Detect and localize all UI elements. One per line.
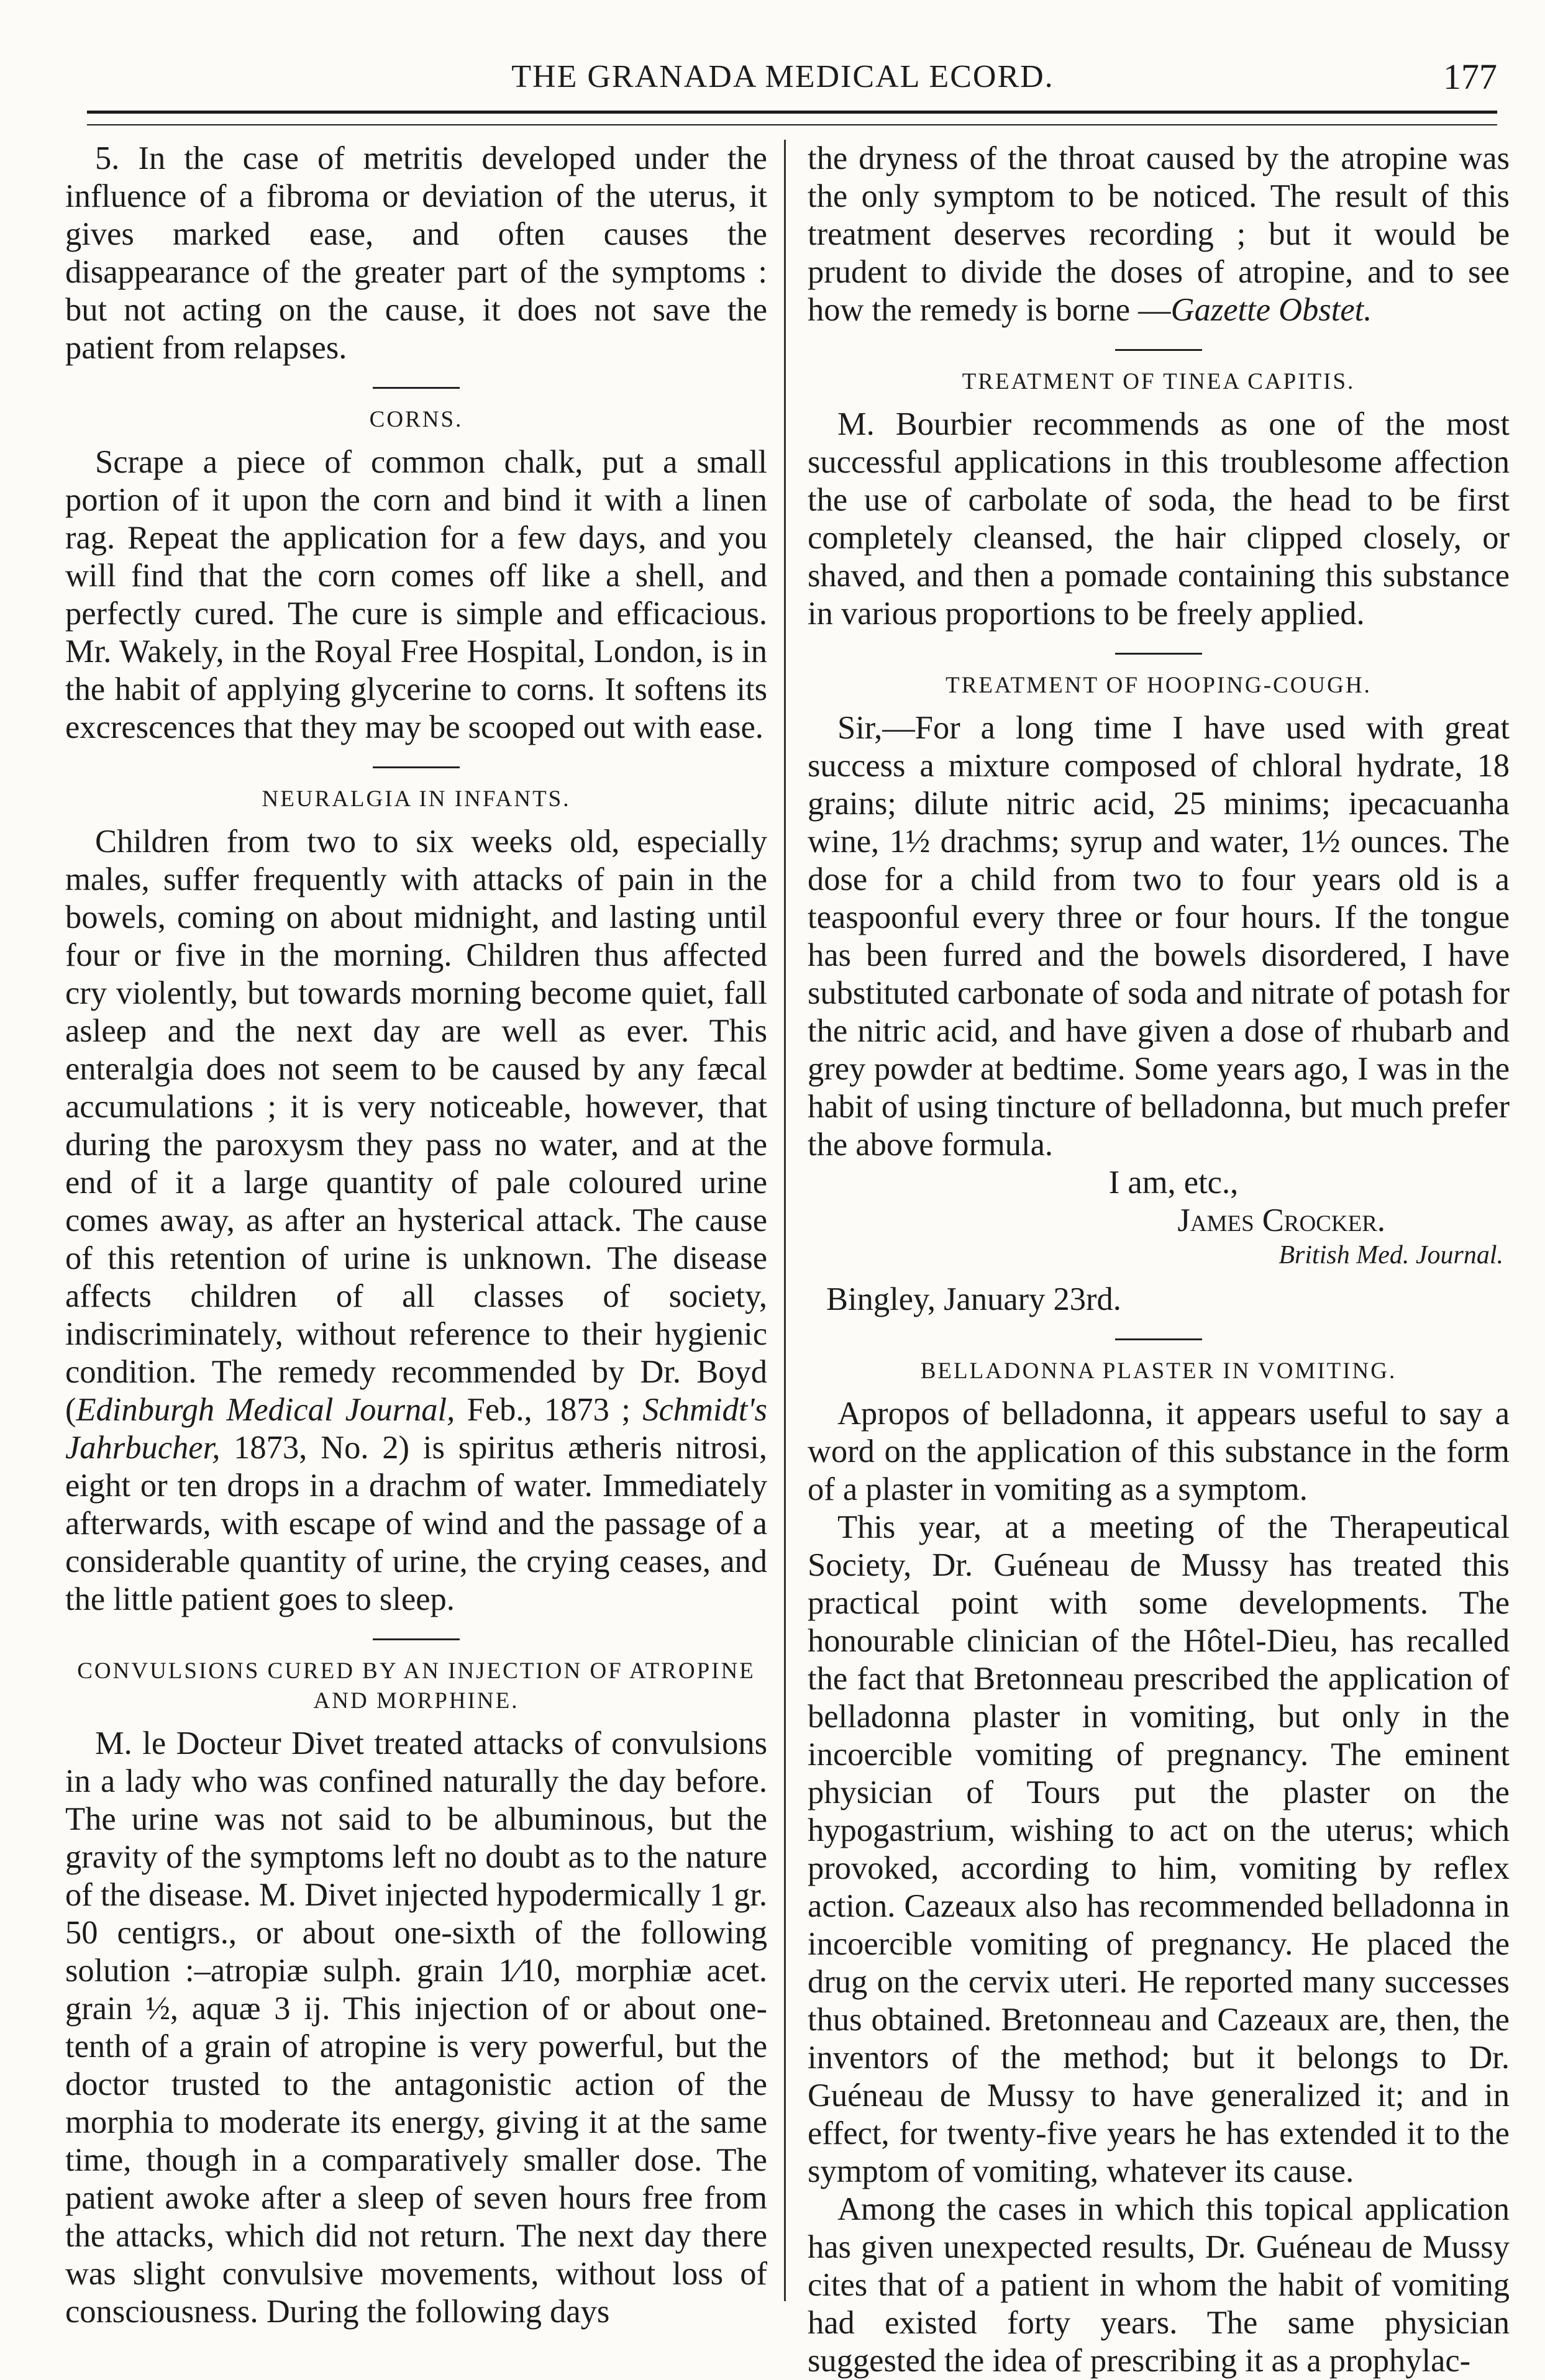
sign-off: I am, etc., bbox=[1108, 1165, 1239, 1201]
left-column bbox=[65, 140, 767, 2330]
tinea-paragraph: M. Bourbier recommends as one of the most successful applications in this troublesome affection the use of carbolate of soda, the head to be first completely cleansed, the hair clipped closely, or shaved, and then a pomade containing this substance in various proportions to be freely applied. bbox=[808, 406, 1510, 632]
neuralgia-text-b: Feb., 1873 ; bbox=[455, 1392, 643, 1428]
neuralgia-paragraph bbox=[65, 823, 767, 1619]
hooping-heading: TREATMENT OF HOOPING-COUGH. bbox=[946, 673, 1372, 698]
corns-paragraph: Scrape a piece of common chalk, put a small portion of it upon the corn and bind it with a linen rag. Repeat the application for a few days, and you will find that the corn comes off like a shell, and perfectly cured. The cure is simple and efficacious. Mr. Wakely, in the Royal Free Hospital, London, is in the habit of applying glycerine to corns. It softens its excrescences that they may be scooped out with ease. bbox=[65, 444, 767, 745]
header-rule-thin bbox=[87, 124, 1497, 125]
convulsions-heading: CONVULSIONS CURED BY AN INJECTION OF ATROPINE AND MORPHINE. bbox=[77, 1658, 755, 1714]
reference-edinburgh: Edinburgh Medical Journal, bbox=[76, 1392, 455, 1428]
journal-title: THE GRANADA MEDICAL ECORD. bbox=[511, 59, 1054, 94]
belladonna-heading: BELLADONNA PLASTER IN VOMITING. bbox=[920, 1358, 1397, 1384]
convulsions-paragraph: M. le Docteur Divet treated attacks of convulsions in a lady who was confined naturally the day before. The urine was not said to be albuminous, but the gravity of the symptoms left no doubt as to the nature of the disease. M. Divet injected hypodermically 1 gr. 50 centigrs., or about one-sixth of the following solution :–atropiæ sulph. grain 1⁄10, morphiæ acet. grain ½, aquæ 3 ij. This injection of or about one-tenth of a grain of atropine is very powerful, but the doctor trusted to the antagonistic action of the morphia to moderate its energy, giving it at the same time, though in a comparatively smaller dose. The patient awoke after a sleep of seven hours free from the attacks, which did not return. The next day there was slight convulsive movements, without loss of consciousness. During the following days bbox=[65, 1725, 767, 2330]
page-number: 177 bbox=[1443, 57, 1497, 97]
reference-schmidt: Schmidt's Jahrbucher, bbox=[65, 1392, 767, 1466]
neuralgia-heading: NEURALGIA IN INFANTS. bbox=[262, 786, 571, 812]
neuralgia-text-a: Children from two to six weeks old, especially males, suffer frequently with attacks of pain in the bowels, coming on about midnight, and lasting until four or five in the morning. Children thus affected cry violently, but towards morning become quiet, fall asleep and the next day are well as ever. This enteralgia does not seem to be caused by any fæcal accumulations ; it is very noticeable, however, that during the paroxysm they pass no water, and at the end of it a large quantity of pale coloured urine comes away, as after an hysterical attack. The cause of this retention of urine is unknown. The disease affects children of all classes of society, indiscriminately, without reference to their hygienic condition. The remedy recommended by Dr. Boyd ( bbox=[65, 824, 767, 1428]
corns-heading: CORNS. bbox=[369, 407, 463, 432]
running-header bbox=[68, 50, 1497, 99]
continuation-source: Gazette Obstet. bbox=[1170, 292, 1372, 328]
belladonna-paragraph-3: Among the cases in which this topical application has given unexpected results, Dr. Guéneau de Mussy cites that of a patient in whom the habit of vomiting had existed forty years. The same physician suggested the idea of prescribing it as a prophylac- bbox=[808, 2191, 1510, 2379]
section-divider bbox=[373, 387, 460, 389]
letter-source: British Med. Journal. bbox=[1278, 1241, 1503, 1269]
metritis-paragraph: 5. In the case of metritis developed under the influence of a fibroma or deviation of the uterus, it gives marked ease, and often causes the disappearance of the greater part of the symptoms : but not acting on the cause, it does not save the patient from relapses. bbox=[65, 140, 767, 366]
section-divider bbox=[1115, 653, 1202, 655]
section-divider bbox=[373, 1638, 460, 1640]
section-divider bbox=[1115, 1338, 1202, 1340]
hooping-paragraph: Sir,—For a long time I have used with great success a mixture composed of chloral hydrate, 18 grains; dilute nitric acid, 25 minims; ipecacuanha wine, 1½ drachms; syrup and water, 1½ ounces. The dose for a child from two to four years old is a teaspoonful every three or four hours. If the tongue has been furred and the bowels disordered, I have substituted carbonate of soda and nitrate of potash for the nitric acid, and have given a dose of rhubarb and grey powder at bedtime. Some years ago, I was in the habit of using tincture of belladonna, but much prefer the above formula. bbox=[808, 710, 1510, 1163]
header-rule-thick bbox=[87, 111, 1497, 114]
right-column bbox=[808, 140, 1510, 2379]
continuation-text: the dryness of the throat caused by the atropine was the only symptom to be noticed. The result of this treatment deserves recording ; but it would be prudent to divide the doses of atropine, and to see how the remedy is borne — bbox=[808, 140, 1510, 328]
continuation-paragraph bbox=[808, 140, 1510, 329]
tinea-heading: TREATMENT OF TINEA CAPITIS. bbox=[962, 369, 1356, 394]
column-divider bbox=[784, 140, 786, 2301]
section-divider bbox=[373, 766, 460, 768]
section-divider bbox=[1115, 349, 1202, 351]
dateline: Bingley, January 23rd. bbox=[826, 1281, 1121, 1317]
neuralgia-text-c: 1873, No. 2) is spiritus ætheris nitrosi, eight or ten drops in a drachm of water. Immediately afterwards, with escape of wind and the passage of a considerable quantity of urine, the crying ceases, and the little patient goes to sleep. bbox=[65, 1430, 767, 1617]
signer-name: James Crocker. bbox=[1177, 1202, 1385, 1238]
belladonna-paragraph-2: This year, at a meeting of the Therapeutical Society, Dr. Guéneau de Mussy has treated this practical point with some developments. The honourable clinician of the Hôtel-Dieu, has recalled the fact that Bretonneau prescribed the application of belladonna plaster in vomiting, but only in the incoercible vomiting of pregnancy. The eminent physician of Tours put the plaster on the hypogastrium, wishing to act on the uterus; which provoked, according to him, vomiting by reflex action. Cazeaux also has recommended belladonna in incoercible vomiting of pregnancy. He placed the drug on the cervix uteri. He reported many successes thus obtained. Bretonneau and Cazeaux are, then, the inventors of the method; but it belongs to Dr. Guéneau de Mussy to have generalized it; and in effect, for twenty-five years he has extended it to the symptom of vomiting, whatever its cause. bbox=[808, 1509, 1510, 2189]
belladonna-paragraph-1: Apropos of belladonna, it appears useful to say a word on the application of this substance in the form of a plaster in vomiting as a symptom. bbox=[808, 1396, 1510, 1507]
